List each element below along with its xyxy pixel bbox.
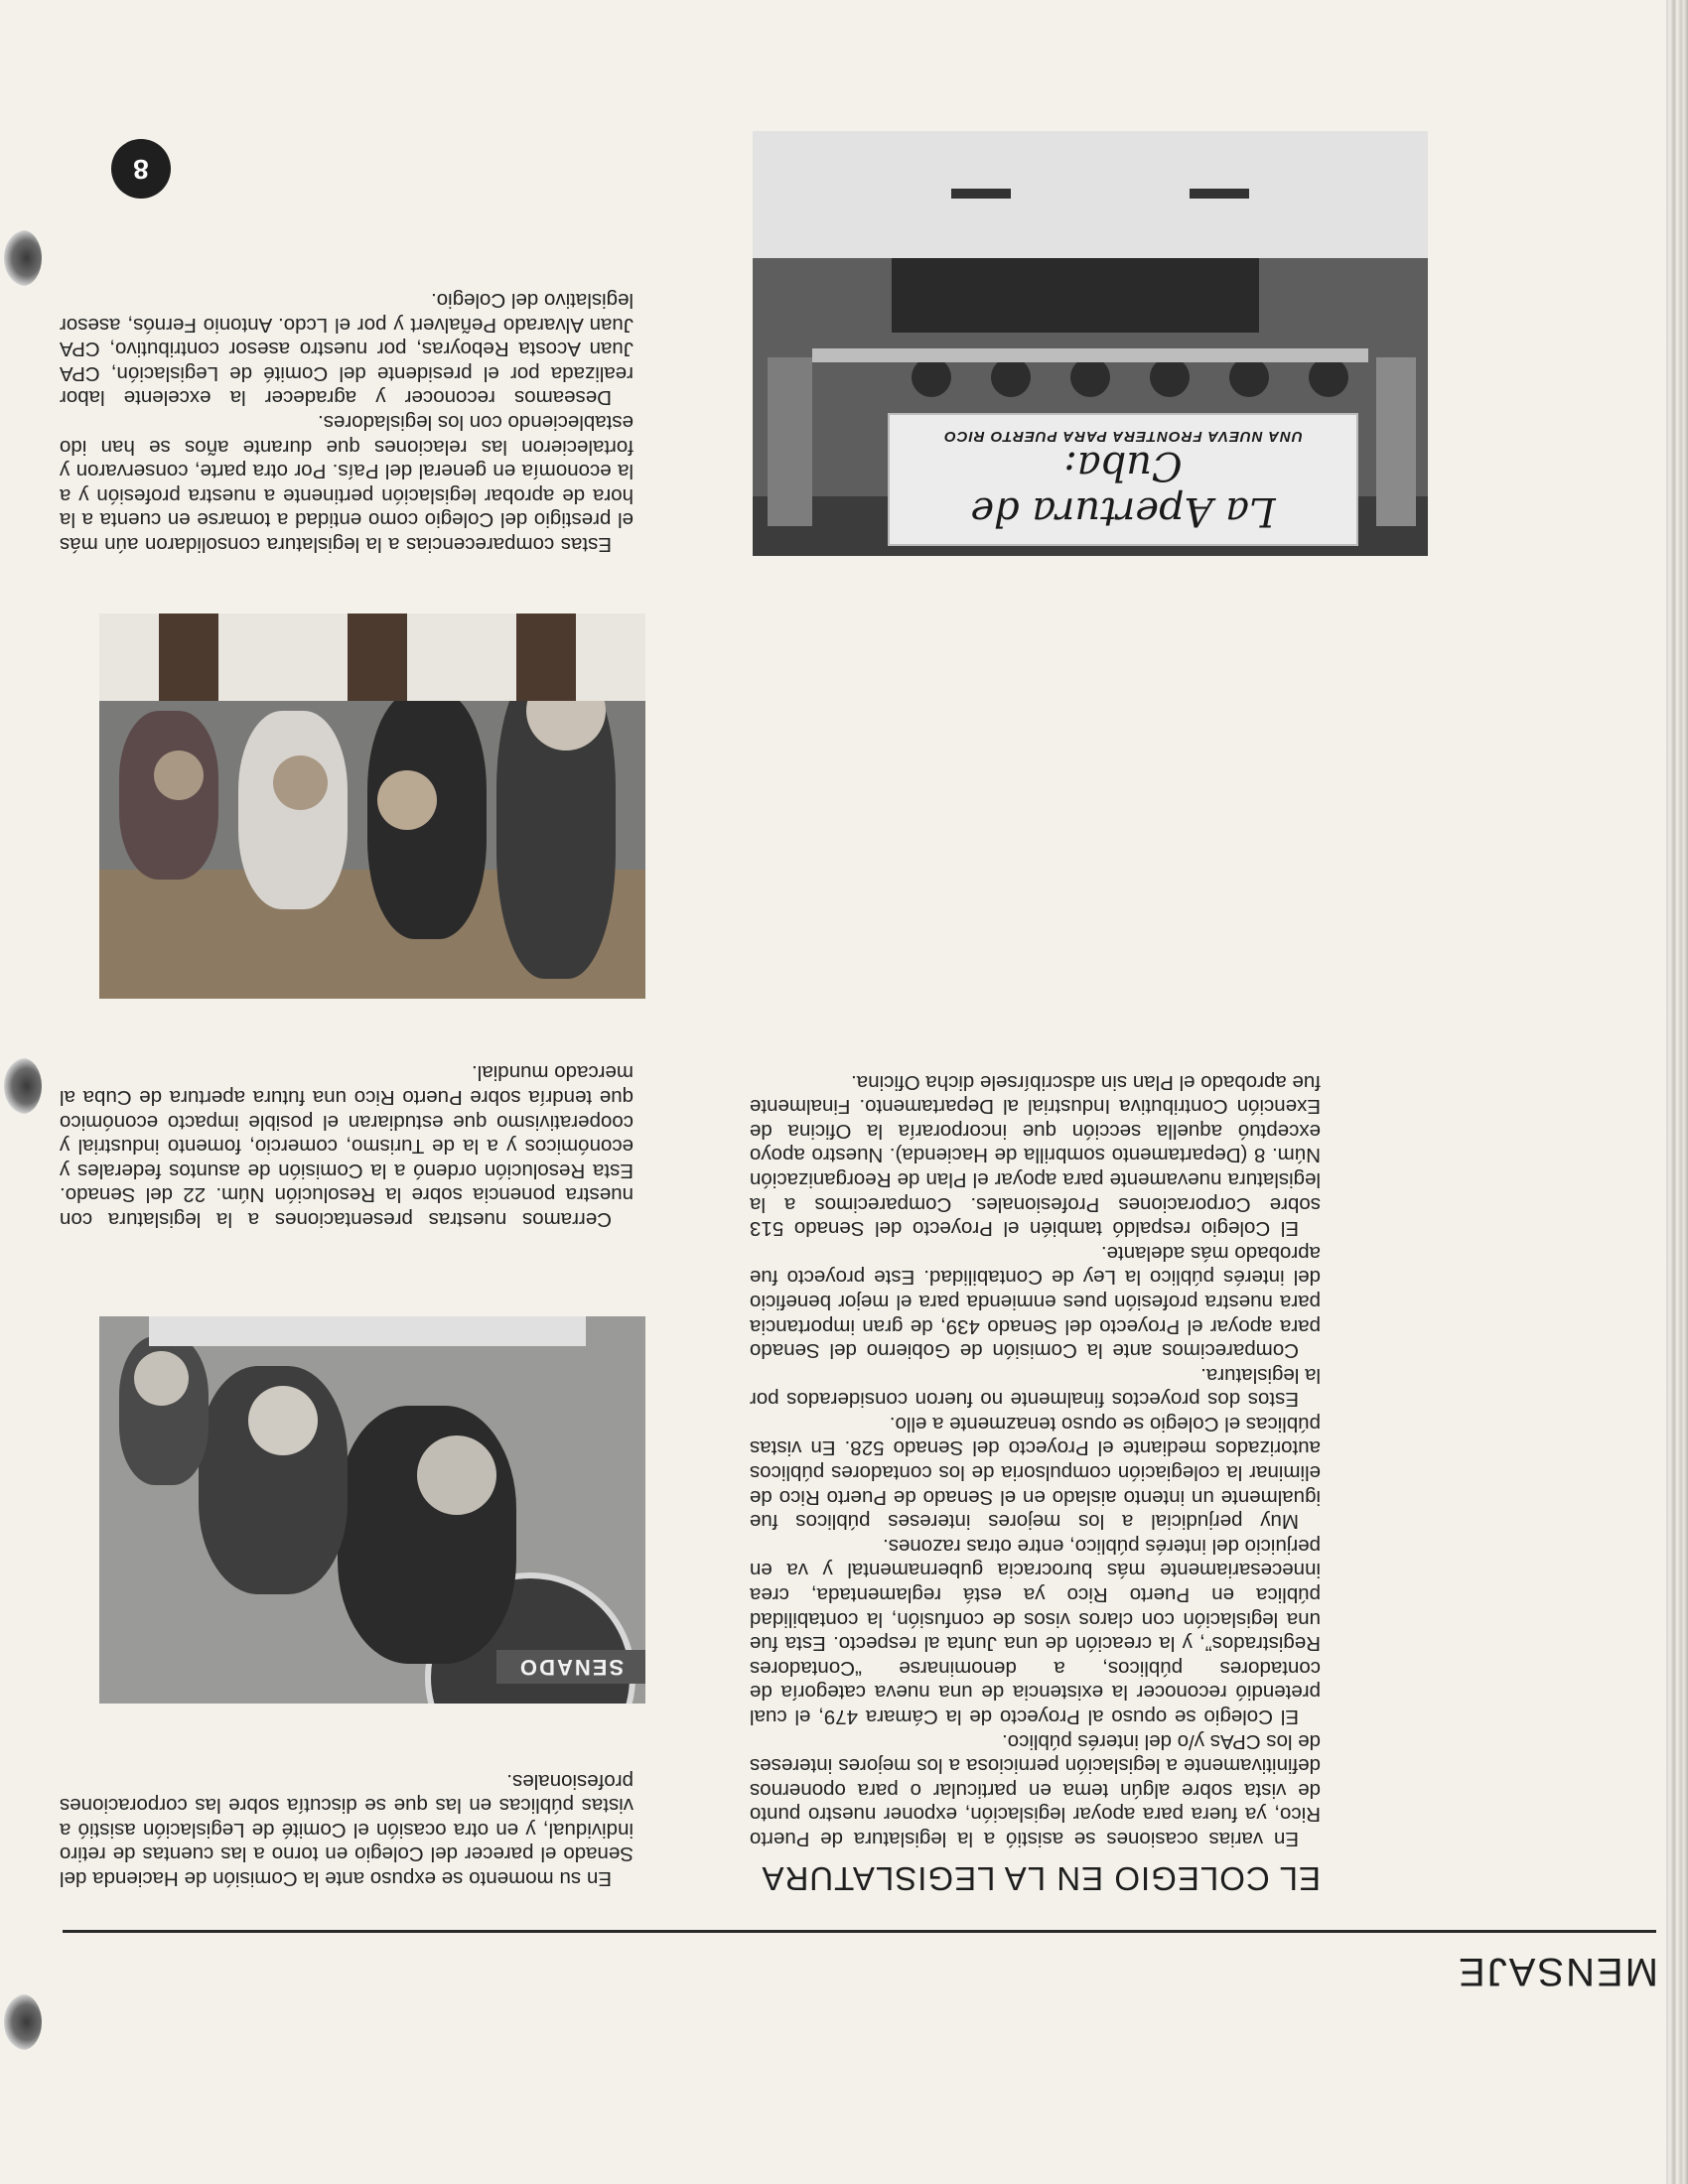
paragraph: Estos dos proyectos finalmente no fueron considerados por la legislatura. [750,1363,1321,1412]
header-rule [63,1930,1656,1933]
seal-label: SENADO [496,1650,645,1684]
senator-head [134,1351,189,1406]
senator-head [417,1435,496,1515]
attendee-head [273,755,328,810]
attendee [238,711,348,909]
window [159,614,218,701]
panel-member [1070,357,1110,397]
panel-member [1150,357,1190,397]
ceiling-lamp [951,189,1011,199]
article-right-column [60,1768,633,1890]
panel-member [991,357,1031,397]
paragraph: Muy perjudicial a los mejores intereses públicos fue igualmente un intento aislado en el Senado de Puerto Rico de eliminar la colegiación compulsoria de los contadores públicos autorizados mediante el Proyecto del Senado 528. En vistas públicas el Colegio se opuso tenazmente a ello. [750,1412,1321,1534]
article-right-column-end [60,287,633,556]
ceiling-lamp [1190,189,1249,199]
binder-hole [4,1058,42,1114]
paragraph: Deseamos reconocer y agradecer la excelente labor realizada por el presidente del Comité de Legislación, CPA Juan Acosta Reboyras, por nuestro asesor contributivo, CPA Juan Alvarado Peñalvert y por el Lcdo. Antonio Fernós, asesor legislativo del Colegio. [60,289,633,410]
paragraph: El Colegio respaldó también el Proyecto del Senado 513 sobre Corporaciones Profesionales. Comparecimos a la legislatura nuevamente para apoyar el Plan de Reorganización Núm. 8 (Departamento sombrilla de Hacienda). Nuestro apoyo exceptuó aquella sección que incorporaría la Oficina de Exención Contributiva Industrial al Departamento. Finalmente fue aprobado el Plan sin adscribírsele dicha Oficina. [750,1070,1321,1241]
head-table [812,348,1368,362]
paragraph: Cerramos nuestras presentaciones a la legislatura con nuestra ponencia sobre la Resolución Núm. 22 del Senado. Esta Resolución ordenó a la Comisión de asuntos federales y económicos y a la de Turismo, comercio, fomento industrial y cooperativismo que estudiaran el posible impacto económico que tendría sobre Puerto Rico una futura apertura de Cuba al mercado mundial. [60,1061,633,1231]
page-number-badge: 8 [111,139,171,199]
table-edge [149,1316,586,1346]
flag [768,357,812,526]
ceiling [753,131,1428,258]
photo-cuba-conference [753,131,1428,556]
senator-head [248,1386,318,1455]
article-title: EL COLEGIO EN LA LEGISLATURA [761,1860,1321,1897]
paragraph: Estas comparecencias a la legislatura consolidaron aún más el prestigio del Colegio como entidad a tomarse en cuenta a la hora de aprobar legislación pertinente a nuestra profesión y a la economía en general del País. Por otra parte, conservaron y fortalecieron las relaciones que durante años se han ido estableciendo con los legisladores. [60,411,633,556]
panel-member [1229,357,1269,397]
paragraph: El Colegio se opuso al Proyecto de la Cámara 479, el cual pretendió reconocer la existencia de una nueva categoría de contadores públicos, a denominarse “Contadores Registrados”, y la creación de una Junta al respecto. Esta fue una legislación con claros visos de confusión, la contabilidad pública en Puerto Rico ya está reglamentada, crea innecesariamente más burocracia gubernamental y va en perjuicio del interés público, entre otras razones. [750,1534,1321,1729]
paragraph: En su momento se expuso ante la Comisión de Hacienda del Senado el parecer del Colegio en torno a las cuentas de retiro individual, y en otra ocasión el Comité de Legislación asistió a vistas públicas en las que se discutía sobre las corporaciones profesionales. [60,1769,633,1890]
conference-banner [888,413,1358,546]
window [348,614,407,701]
panel-member [1309,357,1348,397]
article-right-column-cont [60,1060,633,1231]
magazine-title: MENSAJE [1457,1950,1658,1993]
attendee-head [377,770,437,830]
flag [1376,357,1416,526]
panel-member [912,357,951,397]
paragraph: Comparecimos ante la Comisión de Gobierno del Senado para apoyar el Proyecto del Senado 439, de gran importancia para nuestra profesión pues enmienda para el mejor beneficio del interés público la Ley de Contabilidad. Este proyecto fue aprobado más adelante. [750,1241,1321,1363]
photo-legislative-meeting [99,614,645,999]
banner-title: La Apertura de Cuba: [970,443,1276,534]
paragraph: En varias ocasiones se asistió a la legislatura de Puerto Rico, ya fuera para apoyar legislación, exponer nuestro punto de vista sobre algún tema en particular o para oponernos definitivamente a legislación perniciosa a los mejores intereses de los CPAs y/o del interés público. [750,1729,1321,1850]
banner-subtitle: UNA NUEVA FRONTERA PARA PUERTO RICO [943,428,1303,445]
attendee-head [154,751,204,800]
article-left-column [750,1069,1321,1850]
window [516,614,576,701]
binder-hole [4,230,42,286]
binder-hole [4,1994,42,2050]
photo-senate-hearing [99,1316,645,1704]
binder-edge [1666,0,1688,2184]
senator [338,1406,516,1664]
